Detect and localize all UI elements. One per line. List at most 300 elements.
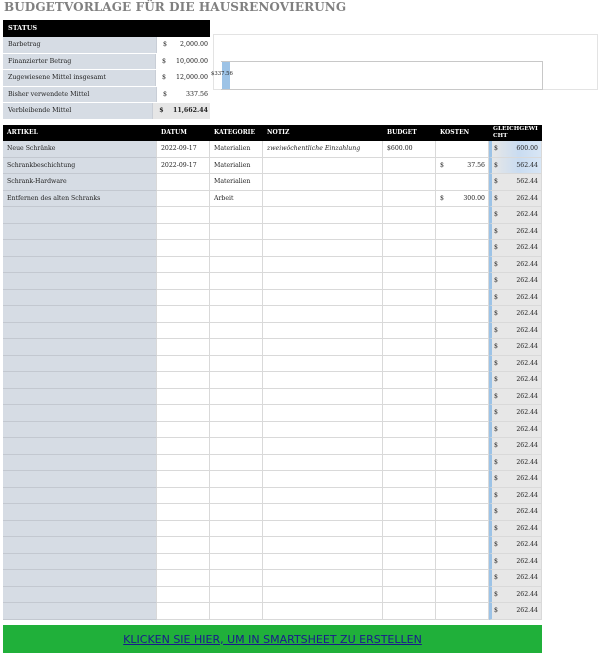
table-row bbox=[3, 422, 542, 439]
cell-artikel[interactable] bbox=[3, 240, 157, 257]
cell-gleichgewicht bbox=[489, 240, 542, 257]
table-row bbox=[3, 405, 542, 422]
cell-budget[interactable] bbox=[383, 290, 436, 307]
cell-gleichgewicht bbox=[489, 158, 542, 175]
cell-notiz[interactable] bbox=[263, 603, 383, 620]
status-value[interactable]: 12,000.00 bbox=[176, 70, 210, 86]
status-currency: $ bbox=[153, 103, 173, 119]
cell-gleichgewicht bbox=[489, 224, 542, 241]
cell-bal-currency: $ bbox=[494, 491, 498, 499]
cell-budget[interactable] bbox=[383, 323, 436, 340]
cell-kategorie[interactable] bbox=[210, 570, 263, 587]
cell-gleichgewicht bbox=[489, 521, 542, 538]
cell-datum[interactable] bbox=[157, 240, 210, 257]
cell-notiz[interactable]: zweiwöchentliche Einzahlung bbox=[263, 141, 383, 158]
cell-datum[interactable] bbox=[157, 455, 210, 472]
table-row bbox=[3, 438, 542, 455]
cell-kategorie[interactable] bbox=[210, 389, 263, 406]
cell-artikel[interactable] bbox=[3, 521, 157, 538]
table-row bbox=[3, 158, 542, 175]
cell-bal-value: 262.44 bbox=[516, 326, 538, 334]
cell-artikel[interactable] bbox=[3, 438, 157, 455]
cell-gleichgewicht bbox=[489, 504, 542, 521]
cell-notiz[interactable] bbox=[263, 587, 383, 604]
cell-gleichgewicht bbox=[489, 141, 542, 158]
status-row-cash bbox=[3, 37, 210, 54]
cell-kosten-value: 37.56 bbox=[467, 161, 485, 169]
cell-bal-currency: $ bbox=[494, 211, 498, 218]
cell-budget[interactable] bbox=[383, 504, 436, 521]
cell-bal-currency: $ bbox=[494, 475, 498, 482]
status-label: Barbetrag bbox=[3, 37, 157, 53]
cell-kosten[interactable] bbox=[436, 405, 489, 422]
status-row-used bbox=[3, 87, 210, 104]
table-row bbox=[3, 191, 542, 208]
cell-notiz[interactable] bbox=[263, 504, 383, 521]
cell-notiz[interactable] bbox=[263, 438, 383, 455]
cell-kategorie[interactable]: Arbeit bbox=[210, 191, 263, 208]
table-row bbox=[3, 554, 542, 571]
cell-kategorie[interactable]: Materialien bbox=[210, 141, 263, 158]
cell-bal-value: 262.44 bbox=[516, 310, 538, 317]
cell-bal-value: 262.44 bbox=[516, 541, 538, 548]
cell-datum[interactable]: 2022-09-17 bbox=[157, 158, 210, 175]
header-gleichgewicht: GLEICHGEWICHT bbox=[493, 126, 538, 139]
cell-kategorie[interactable] bbox=[210, 521, 263, 538]
cell-datum[interactable] bbox=[157, 191, 210, 208]
cell-gleichgewicht bbox=[489, 290, 542, 307]
table-row bbox=[3, 488, 542, 505]
cell-kosten[interactable] bbox=[436, 224, 489, 241]
cell-budget[interactable] bbox=[383, 422, 436, 439]
cell-artikel[interactable] bbox=[3, 488, 157, 505]
cell-kategorie[interactable] bbox=[210, 488, 263, 505]
cell-kategorie[interactable] bbox=[210, 290, 263, 307]
header-kosten: KOSTEN bbox=[440, 129, 470, 136]
table-row bbox=[3, 389, 542, 406]
cell-notiz[interactable] bbox=[263, 323, 383, 340]
cell-notiz[interactable] bbox=[263, 537, 383, 554]
cell-bal-value: 262.44 bbox=[516, 293, 538, 301]
cell-notiz[interactable] bbox=[263, 290, 383, 307]
status-value[interactable]: 10,000.00 bbox=[176, 54, 210, 70]
cell-bal-currency: $ bbox=[494, 557, 498, 565]
status-value[interactable]: 11,662.44 bbox=[173, 103, 210, 119]
cell-budget[interactable] bbox=[383, 570, 436, 587]
cell-artikel[interactable] bbox=[3, 306, 157, 323]
table-row bbox=[3, 240, 542, 257]
cell-datum[interactable] bbox=[157, 521, 210, 538]
table-row bbox=[3, 224, 542, 241]
cell-budget[interactable] bbox=[383, 207, 436, 224]
cell-notiz[interactable] bbox=[263, 455, 383, 472]
cell-gleichgewicht bbox=[489, 587, 542, 604]
cell-kosten[interactable] bbox=[436, 257, 489, 274]
cell-datum[interactable] bbox=[157, 471, 210, 488]
status-value[interactable]: 2,000.00 bbox=[177, 37, 210, 53]
table-body bbox=[3, 141, 542, 620]
cell-kategorie[interactable] bbox=[210, 207, 263, 224]
budget-table bbox=[3, 125, 542, 620]
cell-notiz[interactable] bbox=[263, 488, 383, 505]
cell-artikel[interactable] bbox=[3, 471, 157, 488]
cell-kosten[interactable] bbox=[436, 504, 489, 521]
cell-bal-value: 262.44 bbox=[516, 574, 538, 581]
cell-bal-value: 262.44 bbox=[516, 244, 538, 251]
cell-bal-value: 262.44 bbox=[516, 491, 538, 499]
cell-kosten[interactable] bbox=[436, 603, 489, 620]
cell-bal-currency: $ bbox=[494, 524, 498, 532]
cell-bal-currency: $ bbox=[494, 541, 498, 548]
cell-artikel[interactable] bbox=[3, 290, 157, 307]
table-row bbox=[3, 455, 542, 472]
cell-kosten[interactable] bbox=[436, 438, 489, 455]
cell-budget[interactable] bbox=[383, 488, 436, 505]
cell-artikel[interactable] bbox=[3, 273, 157, 290]
cell-budget[interactable] bbox=[383, 389, 436, 406]
cell-datum[interactable] bbox=[157, 504, 210, 521]
cell-datum[interactable] bbox=[157, 537, 210, 554]
cell-artikel[interactable] bbox=[3, 257, 157, 274]
cell-bal-value: 262.44 bbox=[516, 359, 538, 367]
cell-notiz[interactable] bbox=[263, 224, 383, 241]
cell-datum[interactable] bbox=[157, 438, 210, 455]
cell-kosten[interactable] bbox=[436, 290, 489, 307]
cell-bal-value: 262.44 bbox=[516, 590, 538, 598]
cell-bal-currency: $ bbox=[494, 310, 498, 317]
cell-budget[interactable] bbox=[383, 455, 436, 472]
cell-datum[interactable] bbox=[157, 488, 210, 505]
cell-bal-currency: $ bbox=[494, 574, 498, 581]
cell-notiz[interactable] bbox=[263, 521, 383, 538]
cell-bal-currency: $ bbox=[494, 590, 498, 598]
cell-gleichgewicht bbox=[489, 323, 542, 340]
cell-kategorie[interactable]: Materialien bbox=[210, 174, 263, 191]
cell-artikel[interactable] bbox=[3, 455, 157, 472]
cell-kosten[interactable] bbox=[436, 587, 489, 604]
cell-budget[interactable] bbox=[383, 554, 436, 571]
cell-kategorie[interactable] bbox=[210, 323, 263, 340]
cell-budget[interactable] bbox=[383, 471, 436, 488]
cell-datum[interactable] bbox=[157, 356, 210, 373]
cell-kosten[interactable] bbox=[436, 488, 489, 505]
cell-datum[interactable] bbox=[157, 405, 210, 422]
cell-budget[interactable] bbox=[383, 158, 436, 175]
cell-datum[interactable] bbox=[157, 422, 210, 439]
cell-datum[interactable] bbox=[157, 306, 210, 323]
cell-bal-currency: $ bbox=[494, 409, 498, 416]
header-budget: BUDGET bbox=[387, 129, 417, 136]
cell-kosten[interactable] bbox=[436, 306, 489, 323]
cell-kosten[interactable] bbox=[436, 141, 489, 158]
table-header bbox=[3, 125, 542, 141]
cell-gleichgewicht bbox=[489, 356, 542, 373]
cell-notiz[interactable] bbox=[263, 174, 383, 191]
table-row bbox=[3, 471, 542, 488]
status-currency: $ bbox=[156, 54, 176, 70]
cell-bal-currency: $ bbox=[494, 607, 498, 614]
cell-bal-value: 562.44 bbox=[516, 161, 538, 169]
cell-budget[interactable] bbox=[383, 603, 436, 620]
cell-kosten[interactable] bbox=[436, 521, 489, 538]
cell-budget[interactable] bbox=[383, 257, 436, 274]
cell-kategorie[interactable] bbox=[210, 339, 263, 356]
cell-bal-currency: $ bbox=[494, 227, 498, 235]
cell-budget[interactable] bbox=[383, 240, 436, 257]
cell-kosten[interactable] bbox=[436, 455, 489, 472]
cell-datum[interactable] bbox=[157, 224, 210, 241]
cell-bal-value: 600.00 bbox=[516, 145, 538, 152]
table-row bbox=[3, 141, 542, 158]
cell-kosten[interactable] bbox=[436, 323, 489, 340]
cell-kategorie[interactable] bbox=[210, 240, 263, 257]
cell-artikel[interactable] bbox=[3, 587, 157, 604]
cell-notiz[interactable] bbox=[263, 339, 383, 356]
cell-artikel[interactable] bbox=[3, 422, 157, 439]
cell-artikel[interactable]: Schrankbeschichtung bbox=[3, 158, 157, 175]
cell-kategorie[interactable] bbox=[210, 438, 263, 455]
cell-bal-value: 262.44 bbox=[516, 376, 538, 383]
cell-artikel[interactable] bbox=[3, 504, 157, 521]
cell-kategorie[interactable] bbox=[210, 372, 263, 389]
cell-artikel[interactable]: Neue Schränke bbox=[3, 141, 157, 158]
cell-artikel[interactable] bbox=[3, 323, 157, 340]
cell-kategorie[interactable] bbox=[210, 587, 263, 604]
status-value[interactable]: 337.56 bbox=[177, 87, 210, 103]
cell-artikel[interactable] bbox=[3, 339, 157, 356]
cell-budget[interactable] bbox=[383, 587, 436, 604]
cell-datum[interactable] bbox=[157, 323, 210, 340]
table-row bbox=[3, 339, 542, 356]
cell-artikel[interactable]: Entfernen des alten Schranks bbox=[3, 191, 157, 208]
cell-bal-value: 262.44 bbox=[516, 425, 538, 433]
cell-gleichgewicht bbox=[489, 471, 542, 488]
cell-artikel[interactable] bbox=[3, 603, 157, 620]
cell-datum[interactable] bbox=[157, 257, 210, 274]
cell-gleichgewicht bbox=[489, 488, 542, 505]
cell-budget[interactable] bbox=[383, 537, 436, 554]
cell-artikel[interactable] bbox=[3, 224, 157, 241]
cell-notiz[interactable] bbox=[263, 356, 383, 373]
cell-bal-currency: $ bbox=[494, 359, 498, 367]
cell-datum[interactable] bbox=[157, 389, 210, 406]
status-currency: $ bbox=[156, 70, 176, 86]
cell-bal-currency: $ bbox=[494, 425, 498, 433]
cell-bal-currency: $ bbox=[494, 293, 498, 301]
header-datum: DATUM bbox=[161, 129, 187, 136]
cell-gleichgewicht bbox=[489, 372, 542, 389]
cell-bal-value: 262.44 bbox=[516, 607, 538, 614]
cell-datum[interactable] bbox=[157, 273, 210, 290]
cell-kategorie[interactable] bbox=[210, 356, 263, 373]
cell-budget[interactable] bbox=[383, 174, 436, 191]
cell-bal-currency: $ bbox=[494, 145, 498, 152]
cell-budget[interactable] bbox=[383, 438, 436, 455]
cell-budget[interactable] bbox=[383, 521, 436, 538]
cell-kategorie[interactable]: Materialien bbox=[210, 158, 263, 175]
cell-gleichgewicht bbox=[489, 207, 542, 224]
cell-bal-currency: $ bbox=[494, 392, 498, 400]
status-row-remaining bbox=[3, 103, 210, 120]
table-row bbox=[3, 521, 542, 538]
funds-chart-plot bbox=[221, 61, 543, 90]
status-label: Zugewiesene Mittel insgesamt bbox=[3, 70, 156, 86]
funds-used-label: $337.56 bbox=[211, 71, 233, 77]
cell-kosten[interactable] bbox=[436, 240, 489, 257]
cell-bal-value: 262.44 bbox=[516, 277, 538, 284]
cell-notiz[interactable] bbox=[263, 471, 383, 488]
status-row-financed bbox=[3, 54, 210, 71]
cell-kosten[interactable] bbox=[436, 191, 489, 208]
cell-kosten[interactable] bbox=[436, 158, 489, 175]
header-artikel: ARTIKEL bbox=[7, 129, 38, 136]
table-row bbox=[3, 273, 542, 290]
cell-notiz[interactable] bbox=[263, 240, 383, 257]
cell-artikel[interactable]: Schrank-Hardware bbox=[3, 174, 157, 191]
cell-kosten[interactable] bbox=[436, 471, 489, 488]
smartsheet-cta-button[interactable]: KLICKEN SIE HIER, UM IN SMARTSHEET ZU ERSTELLEN bbox=[3, 625, 542, 653]
cell-budget[interactable] bbox=[383, 273, 436, 290]
cell-gleichgewicht bbox=[489, 306, 542, 323]
cell-bal-currency: $ bbox=[494, 442, 498, 449]
cell-kosten[interactable] bbox=[436, 422, 489, 439]
cell-kategorie[interactable] bbox=[210, 422, 263, 439]
cell-budget[interactable]: $600.00 bbox=[383, 141, 436, 158]
cell-notiz[interactable] bbox=[263, 372, 383, 389]
cell-budget[interactable] bbox=[383, 372, 436, 389]
cell-datum[interactable] bbox=[157, 372, 210, 389]
cell-kosten[interactable] bbox=[436, 372, 489, 389]
cell-artikel[interactable] bbox=[3, 389, 157, 406]
cell-gleichgewicht bbox=[489, 389, 542, 406]
cell-bal-value: 262.44 bbox=[516, 508, 538, 515]
cell-datum[interactable] bbox=[157, 570, 210, 587]
cell-gleichgewicht bbox=[489, 339, 542, 356]
cell-kategorie[interactable] bbox=[210, 273, 263, 290]
cell-bal-currency: $ bbox=[494, 343, 498, 350]
cell-bal-currency: $ bbox=[494, 376, 498, 383]
cell-budget[interactable] bbox=[383, 356, 436, 373]
cell-kategorie[interactable] bbox=[210, 306, 263, 323]
cell-artikel[interactable] bbox=[3, 570, 157, 587]
cell-bal-currency: $ bbox=[494, 326, 498, 334]
cell-bal-value: 262.44 bbox=[516, 458, 538, 466]
table-row bbox=[3, 257, 542, 274]
cell-kategorie[interactable] bbox=[210, 257, 263, 274]
cell-bal-currency: $ bbox=[494, 194, 498, 202]
cell-datum[interactable] bbox=[157, 587, 210, 604]
cell-artikel[interactable] bbox=[3, 356, 157, 373]
cell-bal-value: 262.44 bbox=[516, 442, 538, 449]
cell-bal-value: 262.44 bbox=[516, 227, 538, 235]
cell-artikel[interactable] bbox=[3, 372, 157, 389]
cell-kosten[interactable] bbox=[436, 537, 489, 554]
cell-kosten[interactable] bbox=[436, 207, 489, 224]
cell-datum[interactable] bbox=[157, 174, 210, 191]
cell-kategorie[interactable] bbox=[210, 405, 263, 422]
cell-kategorie[interactable] bbox=[210, 537, 263, 554]
cell-kosten[interactable] bbox=[436, 570, 489, 587]
cell-gleichgewicht bbox=[489, 537, 542, 554]
cell-kosten[interactable] bbox=[436, 356, 489, 373]
cell-kategorie[interactable] bbox=[210, 554, 263, 571]
cell-budget[interactable] bbox=[383, 405, 436, 422]
cell-kategorie[interactable] bbox=[210, 603, 263, 620]
cell-datum[interactable] bbox=[157, 290, 210, 307]
status-label: Bisher verwendete Mittel bbox=[3, 87, 157, 103]
cell-kosten-value: 300.00 bbox=[463, 194, 485, 202]
cell-notiz[interactable] bbox=[263, 405, 383, 422]
cell-datum[interactable] bbox=[157, 339, 210, 356]
cell-notiz[interactable] bbox=[263, 422, 383, 439]
cell-gleichgewicht bbox=[489, 191, 542, 208]
cell-kategorie[interactable] bbox=[210, 471, 263, 488]
cell-artikel[interactable] bbox=[3, 554, 157, 571]
cell-kategorie[interactable] bbox=[210, 455, 263, 472]
cell-notiz[interactable] bbox=[263, 554, 383, 571]
cell-datum[interactable] bbox=[157, 603, 210, 620]
table-row bbox=[3, 174, 542, 191]
cell-bal-currency: $ bbox=[494, 508, 498, 515]
cell-artikel[interactable] bbox=[3, 405, 157, 422]
cell-budget[interactable] bbox=[383, 306, 436, 323]
cell-kosten[interactable] bbox=[436, 554, 489, 571]
cell-budget[interactable] bbox=[383, 224, 436, 241]
header-notiz: NOTIZ bbox=[267, 129, 290, 136]
cell-notiz[interactable] bbox=[263, 389, 383, 406]
page-title: BUDGETVORLAGE FÜR DIE HAUSRENOVIERUNG bbox=[4, 0, 347, 14]
cell-kosten-currency: $ bbox=[440, 161, 444, 169]
cell-bal-value: 262.44 bbox=[516, 260, 538, 268]
cell-kosten[interactable] bbox=[436, 339, 489, 356]
cell-artikel[interactable] bbox=[3, 207, 157, 224]
cell-bal-value: 262.44 bbox=[516, 557, 538, 565]
cell-gleichgewicht bbox=[489, 455, 542, 472]
cell-budget[interactable] bbox=[383, 191, 436, 208]
table-row bbox=[3, 570, 542, 587]
cell-budget[interactable] bbox=[383, 339, 436, 356]
cell-bal-value: 262.44 bbox=[516, 409, 538, 416]
cell-kosten[interactable] bbox=[436, 389, 489, 406]
cell-datum[interactable] bbox=[157, 554, 210, 571]
cell-notiz[interactable] bbox=[263, 158, 383, 175]
table-row bbox=[3, 207, 542, 224]
cell-notiz[interactable] bbox=[263, 273, 383, 290]
cell-datum[interactable] bbox=[157, 207, 210, 224]
cell-gleichgewicht bbox=[489, 554, 542, 571]
table-row bbox=[3, 537, 542, 554]
cell-kategorie[interactable] bbox=[210, 504, 263, 521]
cell-bal-currency: $ bbox=[494, 277, 498, 284]
cell-gleichgewicht bbox=[489, 405, 542, 422]
cell-bal-value: 262.44 bbox=[516, 475, 538, 482]
cell-datum[interactable]: 2022-09-17 bbox=[157, 141, 210, 158]
cell-kategorie[interactable] bbox=[210, 224, 263, 241]
cell-gleichgewicht bbox=[489, 273, 542, 290]
table-row bbox=[3, 323, 542, 340]
cell-gleichgewicht bbox=[489, 570, 542, 587]
cell-notiz[interactable] bbox=[263, 207, 383, 224]
cell-bal-currency: $ bbox=[494, 161, 498, 169]
cell-notiz[interactable] bbox=[263, 306, 383, 323]
cell-kosten[interactable] bbox=[436, 174, 489, 191]
cell-artikel[interactable] bbox=[3, 537, 157, 554]
cell-notiz[interactable] bbox=[263, 257, 383, 274]
cell-kosten[interactable] bbox=[436, 273, 489, 290]
cell-notiz[interactable] bbox=[263, 191, 383, 208]
cell-notiz[interactable] bbox=[263, 570, 383, 587]
cell-gleichgewicht bbox=[489, 422, 542, 439]
